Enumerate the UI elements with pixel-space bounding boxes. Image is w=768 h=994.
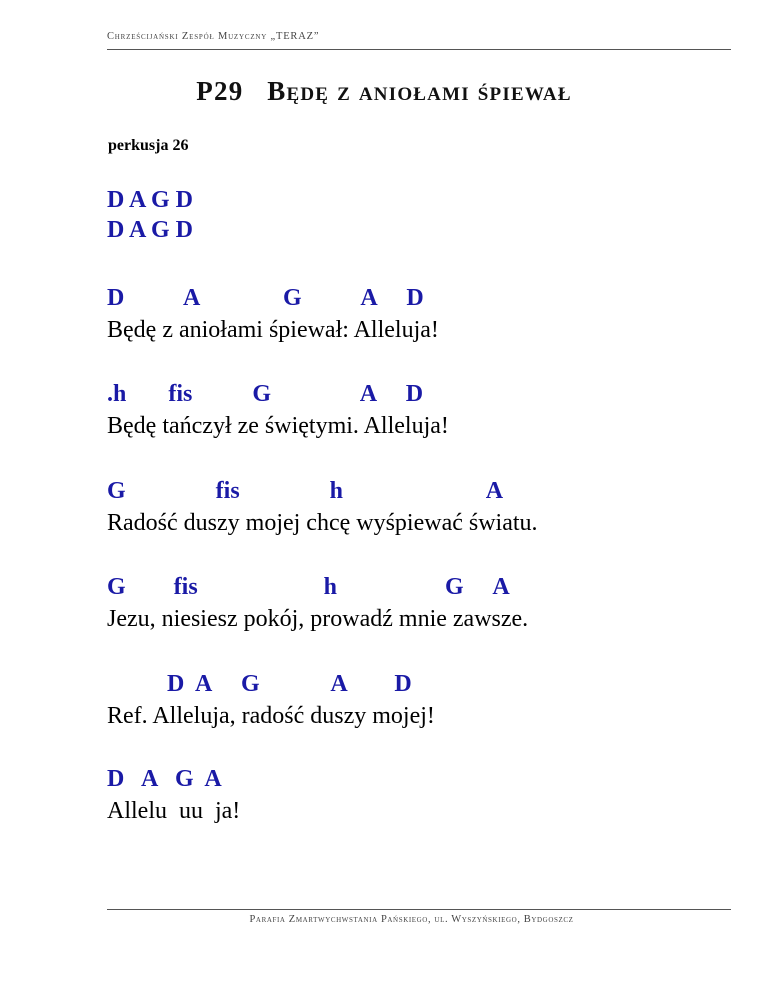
- intro-chords-line-2: D A G D: [107, 217, 194, 243]
- ending-chords: D A G A: [107, 766, 222, 792]
- verse-4-chords: G fis h G A: [107, 574, 510, 600]
- verse-2-chords: .h fis G A D: [107, 381, 424, 407]
- intro-chords-line-1: D A G D: [107, 187, 194, 213]
- refrain-lyrics: Ref. Alleluja, radość duszy mojej!: [107, 703, 435, 729]
- document-footer: Parafia Zmartwychwstania Pańskiego, ul. Wyszyńskiego, Bydgoszcz: [249, 914, 574, 925]
- refrain-chords: D A G A D: [107, 671, 412, 697]
- verse-3-chords: G fis h A: [107, 478, 504, 504]
- ending-lyrics: Allelu uu ja!: [107, 798, 241, 824]
- verse-4-lyrics: Jezu, niesiesz pokój, prowadź mnie zawsze.: [107, 606, 529, 632]
- verse-1-chords: D A G A D: [107, 285, 424, 311]
- footer-rule: [107, 909, 731, 910]
- document-header: Chrześcijański Zespół Muzyczny „TERAZ”: [107, 31, 320, 42]
- header-rule: [107, 49, 731, 50]
- song-title: P29 Będę z aniołami śpiewał: [196, 76, 572, 106]
- verse-2-lyrics: Będę tańczył ze świętymi. Alleluja!: [107, 413, 449, 439]
- verse-3-lyrics: Radość duszy mojej chcę wyśpiewać światu.: [107, 510, 538, 536]
- percussion-note: perkusja 26: [108, 137, 189, 154]
- verse-1-lyrics: Będę z aniołami śpiewał: Alleluja!: [107, 317, 439, 343]
